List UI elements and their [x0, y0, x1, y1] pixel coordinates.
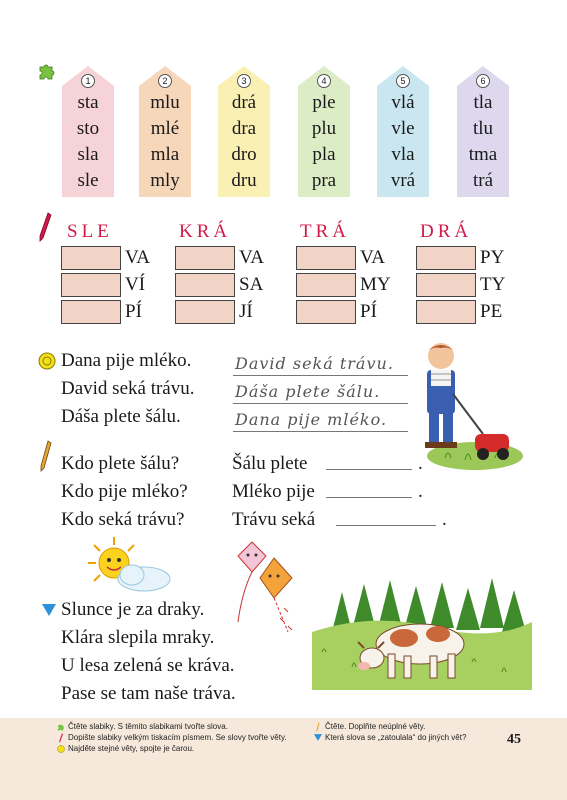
- sun-cloud-illustration: [84, 535, 176, 595]
- poem-line-4: Pase se tam naše tráva.: [61, 683, 236, 704]
- syllable: tlu: [472, 118, 494, 139]
- syllable-blank-box[interactable]: [296, 300, 356, 324]
- answer-end-1: .: [418, 453, 423, 474]
- syllable: sla: [77, 144, 99, 165]
- grid-row: [416, 271, 505, 298]
- syllable: tla: [473, 92, 493, 113]
- syllable-column: [218, 66, 270, 197]
- grid-row: [175, 271, 264, 298]
- syllable: vle: [391, 118, 415, 139]
- grid-heading: DRÁ: [420, 221, 473, 242]
- syllable-column: [62, 66, 114, 197]
- syllable-suffix: JÍ: [239, 300, 253, 322]
- syllable: vrá: [390, 170, 416, 191]
- syllable-suffix: PE: [480, 300, 503, 322]
- cow-meadow-illustration: [312, 572, 532, 690]
- script-baseline-2: [233, 403, 408, 404]
- syllable-suffix: SA: [239, 273, 264, 295]
- match-sentence-1: Dana pije mléko.: [61, 350, 192, 371]
- syllable-suffix: TY: [480, 273, 506, 295]
- pencil-icon: [40, 440, 52, 472]
- kites-illustration: [222, 538, 307, 638]
- syllable: dra: [231, 118, 257, 139]
- question-2: Kdo pije mléko?: [61, 481, 188, 502]
- grid-row: [175, 298, 264, 325]
- syllable-blank-box[interactable]: [296, 273, 356, 297]
- syllable-grid: [61, 220, 150, 325]
- answer-start-1: Šálu plete: [232, 453, 308, 474]
- syllable: sto: [76, 118, 100, 139]
- syllable-blank-box[interactable]: [61, 300, 121, 324]
- syllable: mlu: [150, 92, 180, 113]
- syllable: mla: [150, 144, 180, 165]
- syllable-list: [377, 90, 429, 194]
- syllable-list: [62, 90, 114, 194]
- instruction-4: Čtěte. Doplňte neúplné věty.: [325, 722, 426, 731]
- syllable: vla: [391, 144, 415, 165]
- grid-row: [416, 244, 505, 271]
- syllable: dru: [231, 170, 257, 191]
- match-sentence-2: David seká trávu.: [61, 378, 195, 399]
- syllable: trá: [472, 170, 494, 191]
- pencil-icon: [315, 722, 321, 732]
- smiley-icon: [57, 745, 65, 753]
- syllable-suffix: VÍ: [125, 273, 146, 295]
- script-baseline-3: [233, 431, 408, 432]
- syllable-blank-box[interactable]: [416, 300, 476, 324]
- syllable-suffix: VA: [360, 246, 385, 268]
- instruction-1: Čtěte slabiky. S těmito slabikami tvořte slova.: [68, 722, 228, 731]
- syllable-suffix: MY: [360, 273, 391, 295]
- grid-row: [296, 298, 391, 325]
- grid-row: [416, 298, 505, 325]
- syllable-list: [139, 90, 191, 194]
- grid-row: [296, 244, 391, 271]
- syllable: ple: [312, 92, 336, 113]
- syllable: pla: [312, 144, 336, 165]
- answer-blank-1[interactable]: [326, 469, 412, 470]
- syllable-list: [457, 90, 509, 194]
- script-baseline-1: [233, 375, 408, 376]
- syllable-column: [298, 66, 350, 197]
- syllable: sle: [77, 170, 99, 191]
- answer-start-3: Trávu seká: [232, 509, 316, 530]
- syllable-column: [377, 66, 429, 197]
- syllable-column: [139, 66, 191, 197]
- pen-icon: [58, 733, 64, 743]
- syllable-blank-box[interactable]: [175, 300, 235, 324]
- syllable: pra: [311, 170, 337, 191]
- page-number: 45: [507, 732, 521, 747]
- grid-row: [61, 244, 150, 271]
- poem-line-2: Klára slepila mraky.: [61, 627, 215, 648]
- column-number: 1: [81, 74, 95, 88]
- syllable-blank-box[interactable]: [416, 273, 476, 297]
- column-number: 2: [158, 74, 172, 88]
- syllable-grid: [296, 220, 391, 325]
- answer-end-3: .: [442, 509, 447, 530]
- grid-heading: KRÁ: [179, 221, 232, 242]
- pen-icon: [38, 212, 52, 242]
- grid-row: [296, 271, 391, 298]
- poem-line-3: U lesa zelená se kráva.: [61, 655, 235, 676]
- syllable-column: [457, 66, 509, 197]
- script-sentence-2: Dáša plete šálu.: [235, 382, 381, 401]
- syllable-blank-box[interactable]: [175, 273, 235, 297]
- syllable-suffix: PY: [480, 246, 505, 268]
- syllable: plu: [311, 118, 337, 139]
- grid-row: [175, 244, 264, 271]
- syllable: vlá: [391, 92, 415, 113]
- syllable-suffix: VA: [125, 246, 150, 268]
- answer-blank-3[interactable]: [336, 525, 436, 526]
- syllable-suffix: PÍ: [125, 300, 142, 322]
- syllable-blank-box[interactable]: [416, 246, 476, 270]
- syllable-grid: [416, 220, 505, 325]
- grid-row: [61, 271, 150, 298]
- puzzle-icon: [38, 62, 56, 80]
- answer-start-2: Mléko pije: [232, 481, 315, 502]
- syllable-list: [218, 90, 270, 194]
- column-number: 6: [476, 74, 490, 88]
- syllable-blank-box[interactable]: [175, 246, 235, 270]
- syllable-blank-box[interactable]: [296, 246, 356, 270]
- syllable: drá: [231, 92, 257, 113]
- instruction-5: Která slova se „zatoulala“ do jiných vět?: [325, 733, 467, 742]
- syllable-grid: [175, 220, 264, 325]
- column-number: 3: [237, 74, 251, 88]
- answer-blank-2[interactable]: [326, 497, 412, 498]
- script-sentence-1: David seká trávu.: [235, 354, 394, 373]
- question-1: Kdo plete šálu?: [61, 453, 180, 474]
- instruction-2: Dopište slabiky velkým tiskacím písmem. Se slovy tvořte věty.: [68, 733, 287, 742]
- triangle-icon: [314, 734, 322, 741]
- smiley-icon: [38, 352, 56, 370]
- grid-row: [61, 298, 150, 325]
- grid-heading: SLE: [67, 221, 113, 242]
- match-sentence-3: Dáša plete šálu.: [61, 406, 181, 427]
- column-number: 5: [396, 74, 410, 88]
- syllable-suffix: VA: [239, 246, 264, 268]
- answer-end-2: .: [418, 481, 423, 502]
- poem-line-1: Slunce je za draky.: [61, 599, 205, 620]
- syllable: mly: [150, 170, 180, 191]
- column-number: 4: [317, 74, 331, 88]
- syllable: mlé: [150, 118, 180, 139]
- instructions-footer: [0, 718, 567, 800]
- syllable-blank-box[interactable]: [61, 273, 121, 297]
- syllable: sta: [77, 92, 99, 113]
- syllable-suffix: PÍ: [360, 300, 377, 322]
- question-3: Kdo seká trávu?: [61, 509, 185, 530]
- puzzle-icon: [57, 723, 65, 731]
- syllable: dro: [231, 144, 257, 165]
- grid-heading: TRÁ: [300, 221, 350, 242]
- syllable: tma: [468, 144, 498, 165]
- triangle-icon: [42, 604, 56, 616]
- syllable-list: [298, 90, 350, 194]
- script-sentence-3: Dana pije mléko.: [235, 410, 388, 429]
- instruction-3: Najděte stejné věty, spojte je čarou.: [68, 744, 195, 753]
- syllable-blank-box[interactable]: [61, 246, 121, 270]
